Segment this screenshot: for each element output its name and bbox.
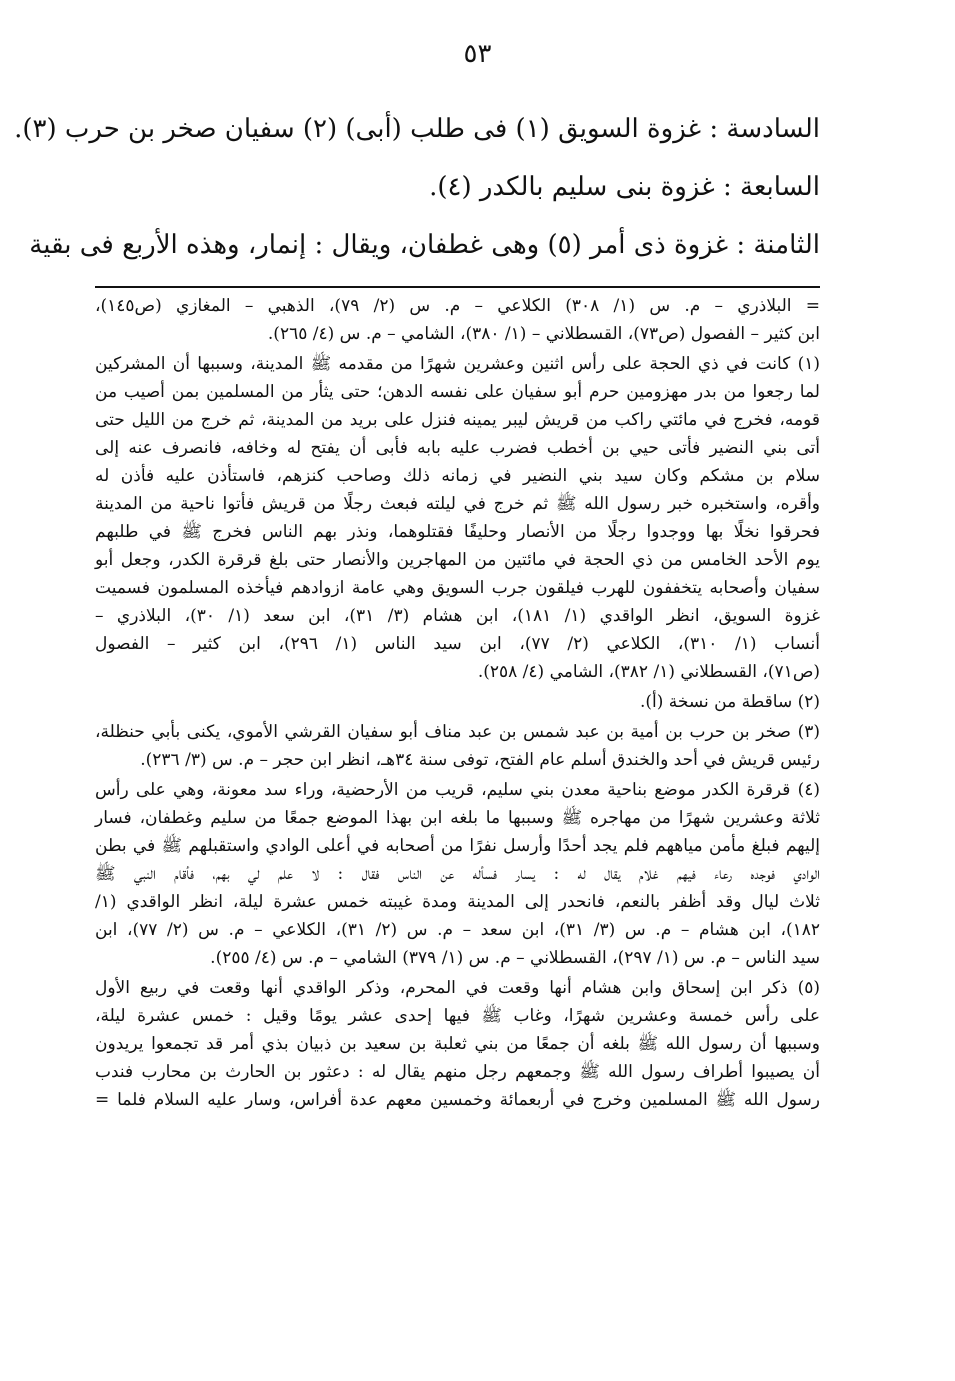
footnote-4	[95, 776, 820, 972]
footnote-3	[95, 718, 820, 774]
main-text	[14, 100, 820, 274]
footnote-line: أن يصيبوا أطراف رسول الله ﷺ وجمعهم رجل منهم يقال له : دعثور بن الحارث بن محارب فندب	[95, 1062, 820, 1082]
footnote-line: يوم الأحد الخامس من ذي الحجة في مائتين من المهاجرين والأنصار حتى بلغ قرقرة الكدر، وجعل أبو	[95, 550, 820, 570]
footnotes	[95, 292, 820, 1116]
footnote-line: (١) كانت في ذي الحجة على رأس اثنين وعشرين شهرًا من مقدمه ﷺ المدينة، وسببها أن المشركين	[95, 354, 820, 374]
footnote-line: (٢) ساقطة من نسخة (أ).	[639, 692, 820, 712]
footnote-line: لما رجعوا من بدر مهزومين حرم أبو سفيان على نفسه الدهن؛ حتى يثأر من المسلمين بمن أصيب من	[95, 382, 820, 402]
footnote-line: ثلاثة وعشرين شهرًا من مهاجره ﷺ وسببها ما بلغه ابن بهذا الموضع جمعًا من سليم وغطفان، فسار	[95, 808, 820, 828]
footnote-line: وأقره، واستخبره خبر رسول الله ﷺ ثم خرج في ليلته فبعث رجلًا من قريش فأتوا ناحية من المدينة	[95, 494, 820, 514]
footnote-line: ابن كثير – الفصول (ص٧٣)، القسطلاني – (١/ ٣٨٠)، الشامي – م. س (٤/ ٢٦٥).	[267, 324, 820, 344]
footnote-line: أنساب (١/ ٣١٠)، الكلاعي (٢/ ٧٧)، ابن سيد الناس (١/ ٢٩٦)، ابن كثير – الفصول	[95, 634, 820, 654]
footnote-line: إليهم فبلغ مأمن مياههم فلم يجد أحدًا وأرسل نفرًا من أصحابه في أعلى الوادي واستقبلهم ﷺ في بطن	[95, 836, 820, 856]
footnote-line: (٣) صخر بن حرب بن أمية بن عبد شمس بن عبد مناف أبو سفيان القرشي الأموي، يكنى بأبي حنظلة،	[95, 722, 820, 742]
footnote-line: أتى بني النضير فأتى حيي بن أخطب فضرب عليه بابه فأبى أن يفتح له وخافه، فانصرف عنه إلى	[95, 438, 820, 458]
footnote-1	[95, 350, 820, 686]
footnote-line: ١٨٢)، ابن هشام – م. س (٣/ ٣١)، ابن سعد – م. س (٢/ ٣١)، الكلاعي – م. س (٢/ ٧٧)، ابن	[95, 920, 820, 940]
footnote-2	[95, 688, 820, 716]
page-number: ٥٣	[463, 39, 492, 69]
footnote-continuation	[95, 292, 820, 348]
footnote-line: = البلاذري – م. س (١/ ٣٠٨) الكلاعي – م. س (٢/ ٧٩)، الذهبي – المغازي (ص١٤٥)،	[95, 296, 821, 316]
footnote-line: الوادي فوجده رعاء فيهم غلام يقال له : يسار فسأله عن الناس فقال : لا علم لي بهم، فأقام النبي ﷺ	[95, 864, 820, 884]
footnote-line: رئيس قريش في أحد والخندق أسلم عام الفتح، توفى سنة ٣٤هـ، انظر ابن حجر – م. س (٣/ ٢٣٦).	[140, 750, 820, 770]
footnote-line: وسببها أن رسول الله ﷺ بلغه أن جمعًا من بني ثعلبة بن سعيد بن ذبيان بذي أمر قد تجمعوا يريدون	[95, 1034, 820, 1054]
footnote-line: (ص٧١)، القسطلاني (١/ ٣٨٢)، الشامي (٤/ ٢٥٨).	[477, 662, 820, 682]
main-line-eighth: الثامنة : غزوة ذى أمر (٥) وهى غطفان، ويقال : إنمار، وهذه الأربع فى بقية	[29, 230, 820, 260]
footnote-line: على رأس خمسة وعشرين شهرًا، وغاب ﷺ فيها إحدى عشر يومًا وقيل : خمس عشرة ليلة،	[95, 1006, 820, 1026]
main-line-seventh: السابعة : غزوة بنى سليم بالكدر (٤).	[429, 172, 820, 202]
footnote-line: سفيان وأصحابه يتخففون للهرب فيلقون جرب السويق وهي عامة ازوادهم فيأخذه المسلمون فسميت	[95, 578, 820, 598]
footnote-line: غزوة السويق، انظر الواقدي (١/ ١٨١)، ابن هشام (٣/ ٣١)، ابن سعد (١/ ٣٠)، البلاذري –	[95, 606, 821, 626]
footnote-line: سيد الناس – م. س (١/ ٢٩٧)، القسطلاني – م. س (١/ ٣٧٩) الشامي – م. س (٤/ ٢٥٥).	[210, 948, 820, 968]
footnote-5	[95, 974, 820, 1114]
footnote-line: فحرقوا نخلًا بها ووجدوا رجلًا من الأنصار وحليفًا فقتلوهما، ونذر بهم الناس فخرج ﷺ في طلبهم	[95, 522, 820, 542]
footnote-line: قومه، فخرج في مائتي راكب من قريش ليبر يمينه فنزل على بريد من المدينة، ثم خرج من الليل حتى	[95, 410, 820, 430]
footnote-divider	[95, 286, 820, 288]
footnote-line: رسول الله ﷺ المسلمين وخرج في أربعمائة وخمسين معهم عدة أفراس، وسار عليه السلام فلما =	[95, 1090, 820, 1110]
footnote-line: سلام بن مشكم وكان سيد بني النضير في زمانه ذلك وصاحب كنزهم، فاستأذن عليه فأذن له	[95, 466, 820, 486]
footnote-line: ثلاث ليال وقد أظفر بالنعم، فانحدر إلى المدينة ومدة غيبته خمس عشرة ليلة، انظر الواقدي (١/	[95, 892, 820, 912]
main-line-sixth: السادسة : غزوة السويق (١) فى طلب (أبى) (٢) سفيان صخر بن حرب (٣).	[14, 114, 820, 144]
footnote-line: (٤) قرقرة الكدر موضع بناحية معدن بني سليم، قريب من الأرحضية، وراء سد معونة، وهي على رأس	[95, 780, 820, 800]
footnote-line: (٥) ذكر ابن إسحاق وابن هشام أنها وقعت في المحرم، وذكر الواقدي أنها وقعت في ربيع الأول	[95, 978, 820, 998]
